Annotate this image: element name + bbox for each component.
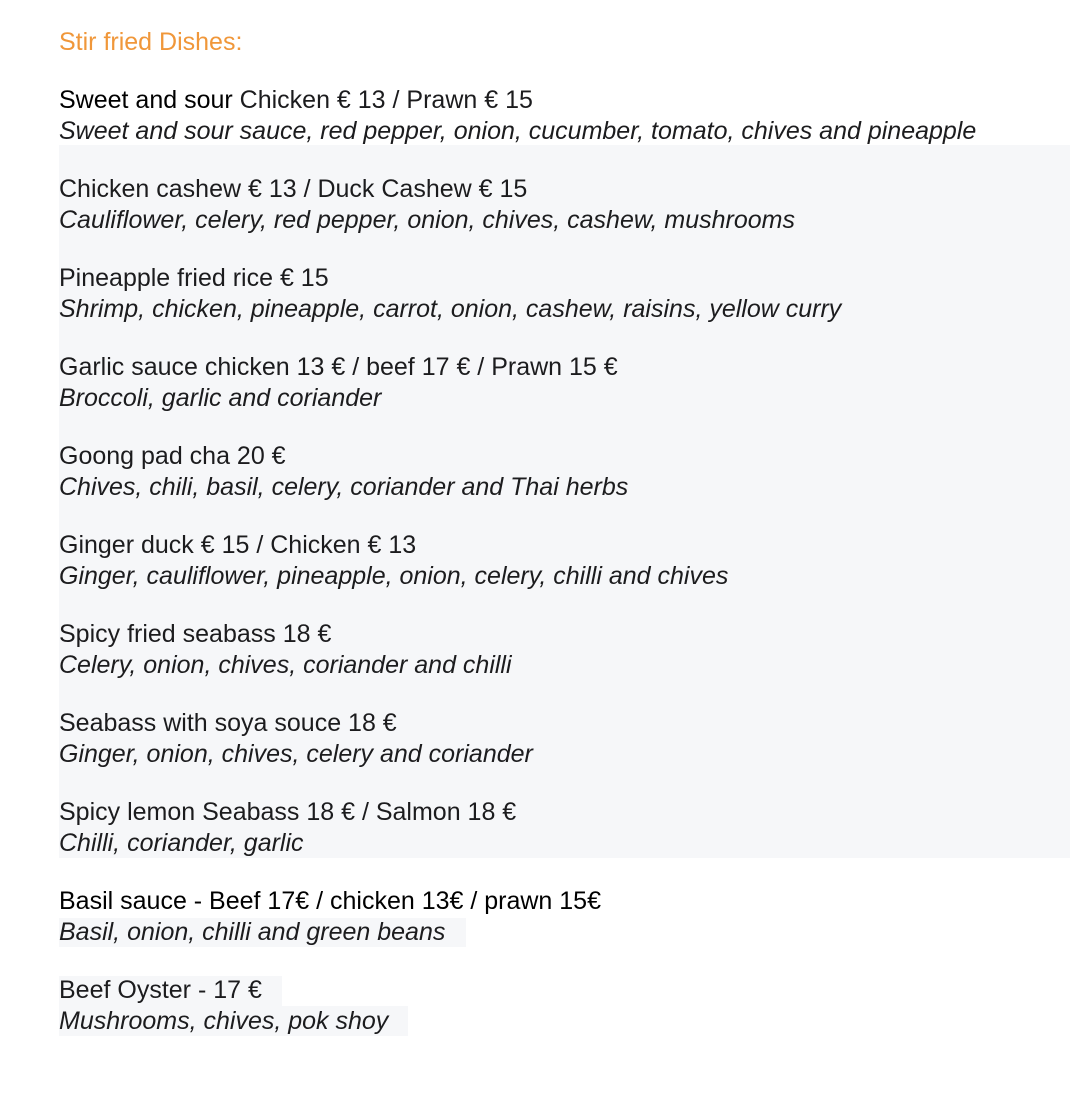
menu-item-name: Spicy fried seabass 18 €: [59, 620, 332, 648]
menu-item-name-lead: Sweet and sour: [59, 86, 233, 114]
menu-item-name: Pineapple fried rice € 15: [59, 264, 329, 292]
menu-item-name: Chicken cashew € 13 / Duck Cashew € 15: [59, 175, 528, 203]
menu-item-description: Ginger, cauliflower, pineapple, onion, celery, chilli and chives: [59, 562, 729, 590]
menu-item-name: Basil sauce - Beef 17€ / chicken 13€ / prawn 15€: [59, 887, 601, 915]
menu-item-description: Broccoli, garlic and coriander: [59, 384, 382, 412]
menu-item-description: Shrimp, chicken, pineapple, carrot, onion, cashew, raisins, yellow curry: [59, 295, 842, 323]
menu-item-name-rest: Chicken € 13 / Prawn € 15: [232, 86, 533, 114]
menu-item-description: Ginger, onion, chives, celery and coriander: [59, 740, 533, 768]
menu-item: [59, 708, 533, 770]
menu-item: [59, 85, 976, 147]
menu-item: [59, 263, 841, 325]
menu-item: [59, 797, 516, 859]
menu-item: [59, 886, 601, 948]
menu-item-description: Basil, onion, chilli and green beans: [59, 918, 446, 946]
menu-item: [59, 619, 512, 681]
menu-item: [59, 530, 728, 592]
menu-item-description: Sweet and sour sauce, red pepper, onion, cucumber, tomato, chives and pineapple: [59, 117, 977, 145]
menu-item: [59, 174, 795, 236]
menu-item-description: Mushrooms, chives, pok shoy: [59, 1007, 389, 1035]
menu-item-name: Seabass with soya souce 18 €: [59, 709, 397, 737]
menu-item-description: Chilli, coriander, garlic: [59, 829, 304, 857]
menu-item-name: Goong pad cha 20 €: [59, 442, 286, 470]
menu-item: [59, 441, 628, 503]
menu-item-name: [59, 85, 976, 116]
menu-item-name: Ginger duck € 15 / Chicken € 13: [59, 531, 417, 559]
menu-item-description: Cauliflower, celery, red pepper, onion, chives, cashew, mushrooms: [59, 206, 796, 234]
menu-item-description: Celery, onion, chives, coriander and chilli: [59, 651, 512, 679]
menu-item-name: Beef Oyster - 17 €: [59, 976, 262, 1004]
menu-section-heading: Stir fried Dishes:: [59, 28, 243, 56]
menu-item-name: Spicy lemon Seabass 18 € / Salmon 18 €: [59, 798, 517, 826]
menu-item-description: Chives, chili, basil, celery, coriander and Thai herbs: [59, 473, 629, 501]
menu-item: [59, 352, 618, 414]
menu-item: [59, 975, 388, 1037]
menu-item-name: Garlic sauce chicken 13 € / beef 17 € / Prawn 15 €: [59, 353, 618, 381]
